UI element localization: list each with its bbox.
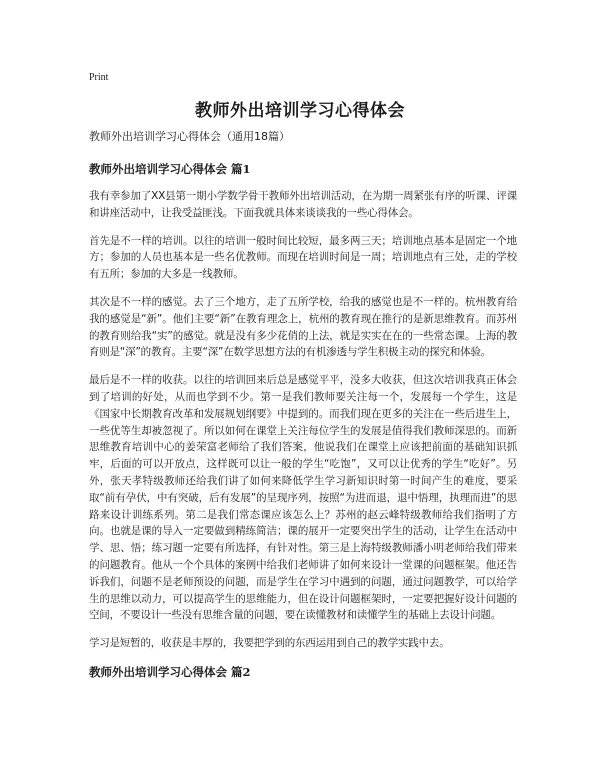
paragraph: 最后是不一样的收获。以往的培训回来后总是感觉平平，没多大收获，但这次培训我真正体会到了培训的好处，从而也学到不少。第一是我们教师要关注每一个，发展每一个学生，这是《国家中长期教育改革和发展规划纲要》中提到的。而我们现在更多的关注在一些后进生上，一些优等生却被忽视了。所以如何在课堂上关注每位学生的发展是值得我们教师深思的。而新思维教育培训中心的姜荣富老师给了我们答案，他说我们在课堂上应该把前面的基础知识抓牢，后面的可以开放点，这样既可以让一般的学生“吃饱”，又可以让优秀的学生“吃好”。另外，张天孝特级教师还给我们讲了如何来降低学生学习新知识时第一时间产生的难度，要采取“前有孕伏，中有突破，后有发展”的呈现序列，按照“为进而退，退中悟理，执理而进”的思路来设计训练系列。第二是我们常态课应该怎么上？苏州的赵云峰特级教师给我们指明了方向。也就是课的导入一定要做到精练简洁；课的展开一定要突出学生的活动，让学生在活动中学、思、悟；练习题一定要有所选择，有针对性。第三是上海特级教师潘小明老师给我们带来的问题教育。他从一个个具体的案例中给我们老师讲了如何来设计一堂课的问题框架。他还告诉我们，问题不是老师预设的问题，而是学生在学习中遇到的问题，通过问题教学，可以给学生的思维以动力，可以提高学生的思维能力，但在设计问题框架时，一定要把握好设计问题的空间，不要设计一些没有思维含量的问题，要在读懂教材和读懂学生的基础上去设计问题。 bbox=[89, 374, 517, 622]
section-2 bbox=[89, 663, 517, 681]
paragraph: 其次是不一样的感觉。去了三个地方，走了五所学校，给我的感觉也是不一样的。杭州教育给我的感觉是“新”。他们主要“新”在教育理念上，杭州的教育现在推行的是新思维教育。而苏州的教育则给我“实”的感觉。就是没有多少花俏的上法，就是实实在在的一些常态课。上海的教育则是“深”的教育。主要“深”在数学思想方法的有机渗透与学生积极主动的探究和体验。 bbox=[89, 295, 517, 359]
paragraph: 学习是短暂的，收获是丰厚的，我要把学到的东西运用到自己的教学实践中去。 bbox=[89, 637, 450, 650]
document-title: 教师外出培训学习心得体会 bbox=[195, 101, 405, 121]
print-link[interactable]: Print bbox=[89, 72, 109, 83]
document-subtitle: 教师外出培训学习心得体会（通用18篇） bbox=[89, 130, 290, 143]
section-heading: 教师外出培训学习心得体会 篇2 bbox=[89, 664, 251, 679]
document-body bbox=[89, 128, 517, 691]
section-1 bbox=[89, 160, 517, 652]
paragraph: 首先是不一样的培训。以往的培训一般时间比较短，最多两三天；培训地点基本是固定一个地方；参加的人员也基本是一些名优教师。而现在培训时间是一周；培训地点有三处，走的学校有五所；参加的大多是一线教师。 bbox=[89, 234, 517, 281]
section-heading: 教师外出培训学习心得体会 篇1 bbox=[89, 162, 251, 176]
paragraph: 我有幸参加了XX县第一期小学数学骨干教师外出培训活动，在为期一周紧张有序的听课、评课和讲座活动中，让我受益匪浅。下面我就具体来谈谈我的一些心得体会。 bbox=[89, 190, 517, 219]
